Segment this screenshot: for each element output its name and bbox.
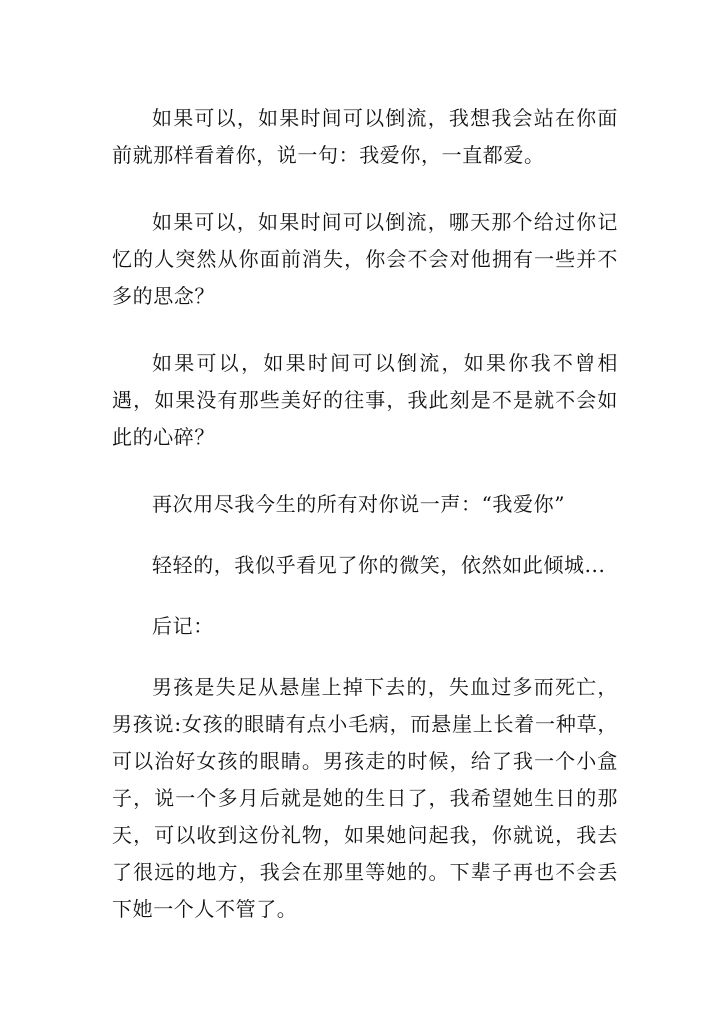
paragraph-3: 如果可以，如果时间可以倒流，如果你我不曾相遇，如果没有那些美好的往事，我此刻是不是就不会如此的心碎？ <box>112 351 618 449</box>
afterword-paragraph: 男孩是失足从悬崖上掉下去的，失血过多而死亡，男孩说:女孩的眼睛有点小毛病，而悬崖上长着一种草，可以治好女孩的眼睛。男孩走的时候，给了我一个小盒子，说一个多月后就是她的生日了，我希望她生日的那天，可以收到这份礼物，如果她问起我，你就说，我去了很远的地方，我会在那里等她的。下辈子再也不会丢下她一个人不管了。 <box>112 675 618 921</box>
paragraph-5: 轻轻的，我似乎看见了你的微笑，依然如此倾城... <box>152 553 606 577</box>
paragraph-1: 如果可以，如果时间可以倒流，我想我会站在你面前就那样看着你，说一句：我爱你，一直都爱。 <box>112 106 618 167</box>
paragraph-2: 如果可以，如果时间可以倒流，哪天那个给过你记忆的人突然从你面前消失，你会不会对他拥有一些并不多的思念？ <box>112 210 618 308</box>
paragraph-4: 再次用尽我今生的所有对你说一声：“我爱你” <box>152 492 566 516</box>
afterword-heading: 后记： <box>152 614 214 638</box>
document-body <box>112 100 618 958</box>
